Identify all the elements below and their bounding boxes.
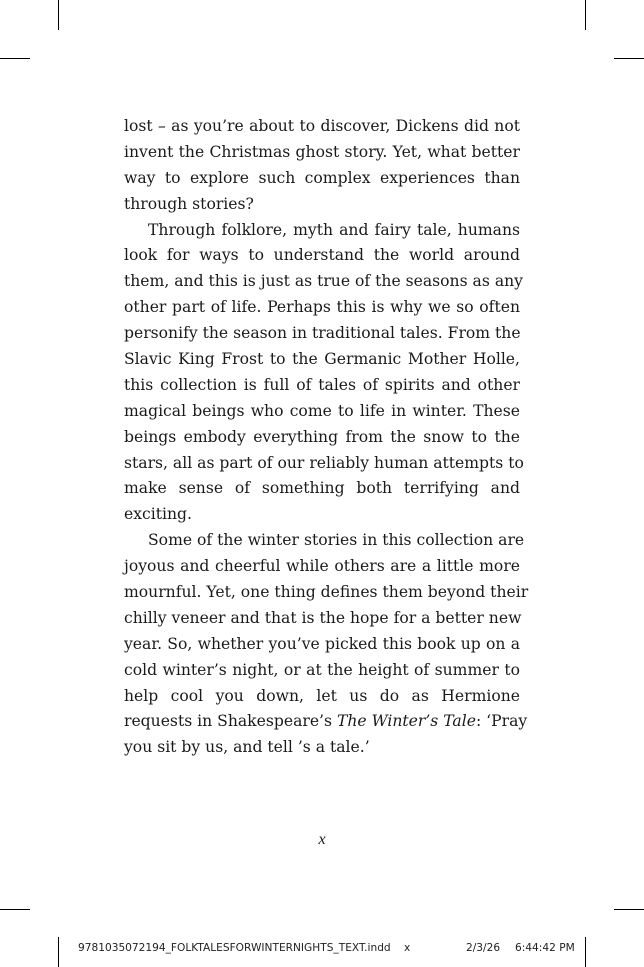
paragraph bbox=[124, 114, 520, 218]
text-line: beings embody everything from the snow to the bbox=[124, 427, 520, 446]
text-line: them, and this is just as true of the seasons as any bbox=[124, 272, 523, 291]
text-line: year. So, whether you’ve picked this book up on a bbox=[124, 634, 520, 653]
text-line: mournful. Yet, one thing defines them beyond their bbox=[124, 583, 529, 602]
text-line: joyous and cheerful while others are a little more bbox=[124, 557, 520, 576]
text-line: personify the season in traditional tales. From the bbox=[124, 324, 521, 343]
slug-page: x bbox=[404, 942, 411, 954]
text-line: requests in Shakespeare’s The Winter’s Tale: ‘Pray bbox=[124, 712, 528, 731]
slug-filename: 9781035072194_FOLKTALESFORWINTERNIGHTS_TEXT.indd bbox=[78, 942, 391, 954]
text-line: Slavic King Frost to the Germanic Mother Holle, bbox=[124, 350, 520, 369]
body-text bbox=[124, 114, 529, 761]
crop-mark-bottom-left bbox=[58, 937, 59, 967]
text-line: through stories? bbox=[124, 194, 254, 213]
text-line: stars, all as part of our reliably human attempts to bbox=[124, 453, 524, 472]
paragraph bbox=[124, 218, 524, 529]
paragraph bbox=[124, 528, 529, 761]
crop-mark-top-left bbox=[58, 0, 59, 30]
crop-mark-top-right-h bbox=[614, 58, 644, 59]
text-line: you sit by us, and tell ’s a tale.’ bbox=[124, 738, 370, 757]
crop-mark-top-left-h bbox=[0, 58, 30, 59]
crop-mark-top-right bbox=[585, 0, 586, 30]
text-line: Through folklore, myth and fairy tale, humans bbox=[148, 220, 520, 239]
page-number: x bbox=[318, 831, 326, 848]
crop-mark-bottom-right bbox=[585, 937, 586, 967]
text-line: other part of life. Perhaps this is why we so often bbox=[124, 298, 520, 317]
text-line: Some of the winter stories in this collection are bbox=[148, 531, 525, 550]
crop-mark-bottom-right-h bbox=[614, 909, 644, 910]
text-line: chilly veneer and that is the hope for a better new bbox=[124, 608, 522, 627]
text-line: invent the Christmas ghost story. Yet, what better bbox=[124, 142, 520, 161]
text-line: exciting. bbox=[124, 505, 192, 524]
slug-date: 2/3/26 bbox=[466, 942, 501, 954]
text-line: way to explore such complex experiences than bbox=[124, 168, 520, 187]
text-line: magical beings who come to life in winter. These bbox=[124, 401, 520, 420]
text-line: help cool you down, let us do as Hermione bbox=[124, 686, 520, 705]
text-line: this collection is full of tales of spirits and other bbox=[124, 375, 520, 394]
crop-mark-bottom-left-h bbox=[0, 909, 30, 910]
italic-title: The Winter’s Tale bbox=[336, 712, 476, 731]
slug-time: 6:44:42 PM bbox=[515, 942, 575, 954]
text-line: lost – as you’re about to discover, Dickens did not bbox=[124, 117, 520, 135]
text-line: look for ways to understand the world around bbox=[124, 246, 520, 265]
text-line: make sense of something both terrifying and bbox=[124, 479, 520, 498]
text-line: cold winter’s night, or at the height of summer to bbox=[124, 660, 520, 679]
